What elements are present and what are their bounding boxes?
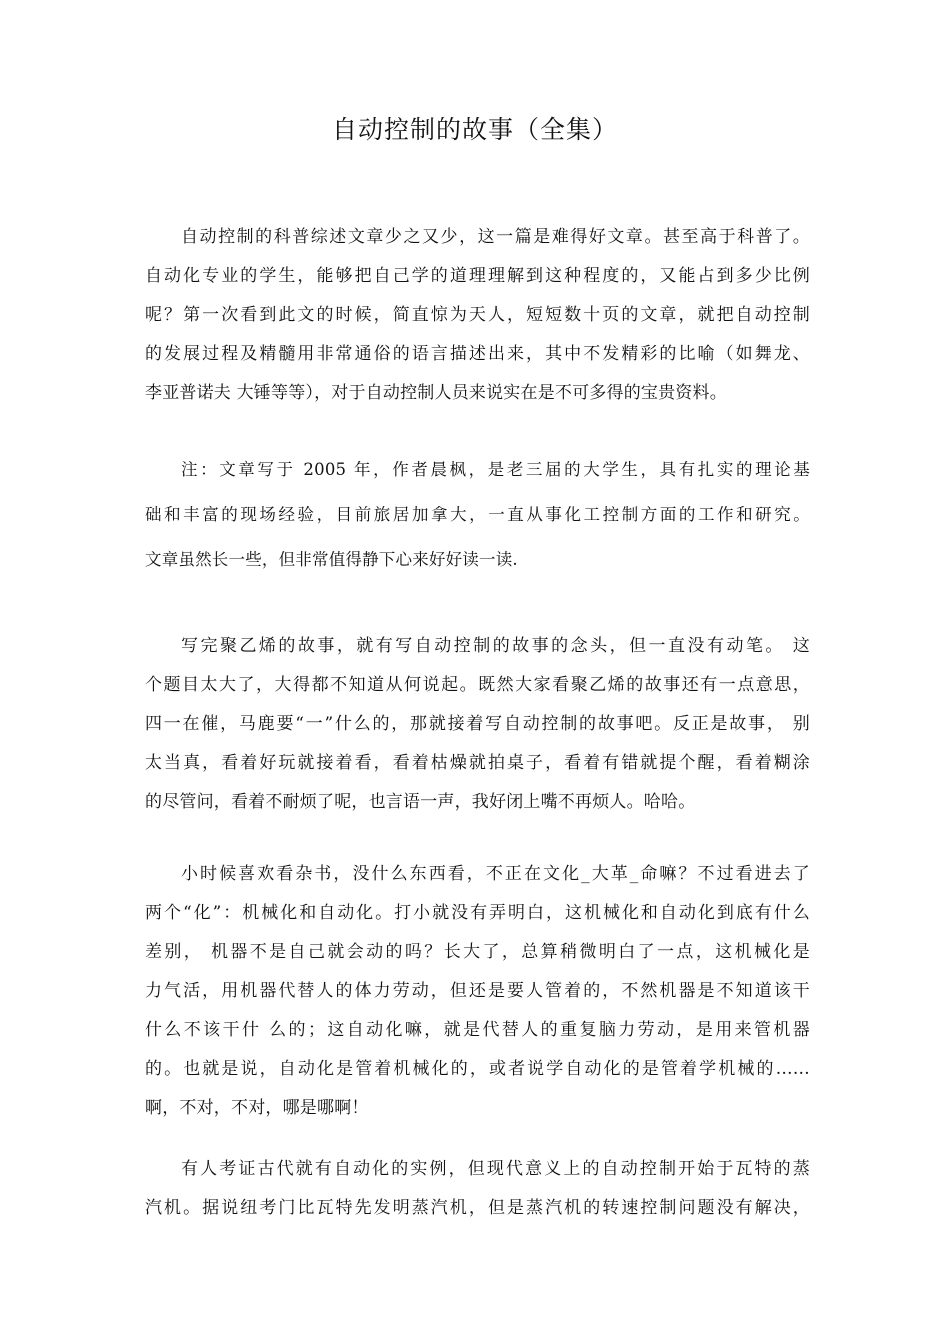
text-line: 写完聚乙烯的故事，就有写自动控制的故事的念头，但一直没有动笔。 这 — [181, 636, 810, 656]
text-line: 汽机。据说纽考门比瓦特先发明蒸汽机，但是蒸汽机的转速控制问题没有解决， — [145, 1198, 810, 1218]
text-line: 啊，不对，不对，哪是哪啊！ — [145, 1098, 369, 1118]
text-line: 太当真，看着好玩就接着看，看着枯燥就拍桌子，看着有错就提个醒，看着糊涂 — [145, 753, 810, 773]
text-line: 李亚普诺夫 大锤等等），对于自动控制人员来说实在是不可多得的宝贵资料。 — [145, 383, 727, 403]
text-line: 四一在催，马鹿要“一”什么的，那就接着写自动控制的故事吧。反正是故事， 别 — [145, 714, 810, 734]
text-line: 什么不该干什 么的；这自动化嘛，就是代替人的重复脑力劳动，是用来管机器 — [145, 1020, 810, 1040]
text-line: 自动化专业的学生，能够把自己学的道理理解到这种程度的，又能占到多少比例 — [145, 266, 810, 286]
text-line: 小时候喜欢看杂书，没什么东西看，不正在文化_大革_命嘛？不过看进去了 — [181, 864, 810, 884]
text-line: 的发展过程及精髓用非常通俗的语言描述出来，其中不发精彩的比喻（如舞龙、 — [145, 344, 810, 364]
document-title: 自动控制的故事（全集） — [331, 115, 618, 144]
paragraph-history — [145, 1150, 810, 1228]
text-line: 差别， 机器不是自己就会动的吗？长大了，总算稍微明白了一点，这机械化是 — [145, 942, 810, 962]
paragraph-note — [145, 447, 810, 582]
text-line: 的尽管问，看着不耐烦了呢，也言语一声，我好闭上嘴不再烦人。哈哈。 — [145, 792, 696, 812]
text-line: 自动控制的科普综述文章少之又少，这一篇是难得好文章。甚至高于科普了。 — [181, 227, 810, 247]
text-line: 础和丰富的现场经验，目前旅居加拿大，一直从事化工控制方面的工作和研究。 — [145, 505, 810, 524]
text-line: 有人考证古代就有自动化的实例，但现代意义上的自动控制开始于瓦特的蒸 — [181, 1159, 810, 1179]
paragraph-childhood — [145, 855, 810, 1128]
text-line: 呢？第一次看到此文的时候，简直惊为天人，短短数十页的文章，就把自动控制 — [145, 305, 810, 325]
text-line: 的。也就是说，自动化是管着机械化的，或者说学自动化的是管着学机械的…… — [145, 1059, 810, 1079]
paragraph-opening — [145, 627, 810, 822]
text-line: 个题目太大了，大得都不知道从何说起。既然大家看聚乙烯的故事还有一点意思， — [145, 675, 810, 695]
text-line: 两个“化”：机械化和自动化。打小就没有弄明白，这机械化和自动化到底有什么 — [145, 903, 810, 923]
text-line: 注：文章写于 2005 年，作者晨枫，是老三届的大学生，具有扎实的理论基 — [181, 460, 810, 479]
text-line: 力气活，用机器代替人的体力劳动，但还是要人管着的，不然机器是不知道该干 — [145, 981, 810, 1001]
text-line: 文章虽然长一些，但非常值得静下心来好好读一读. — [145, 550, 518, 569]
paragraph-intro — [145, 218, 810, 413]
